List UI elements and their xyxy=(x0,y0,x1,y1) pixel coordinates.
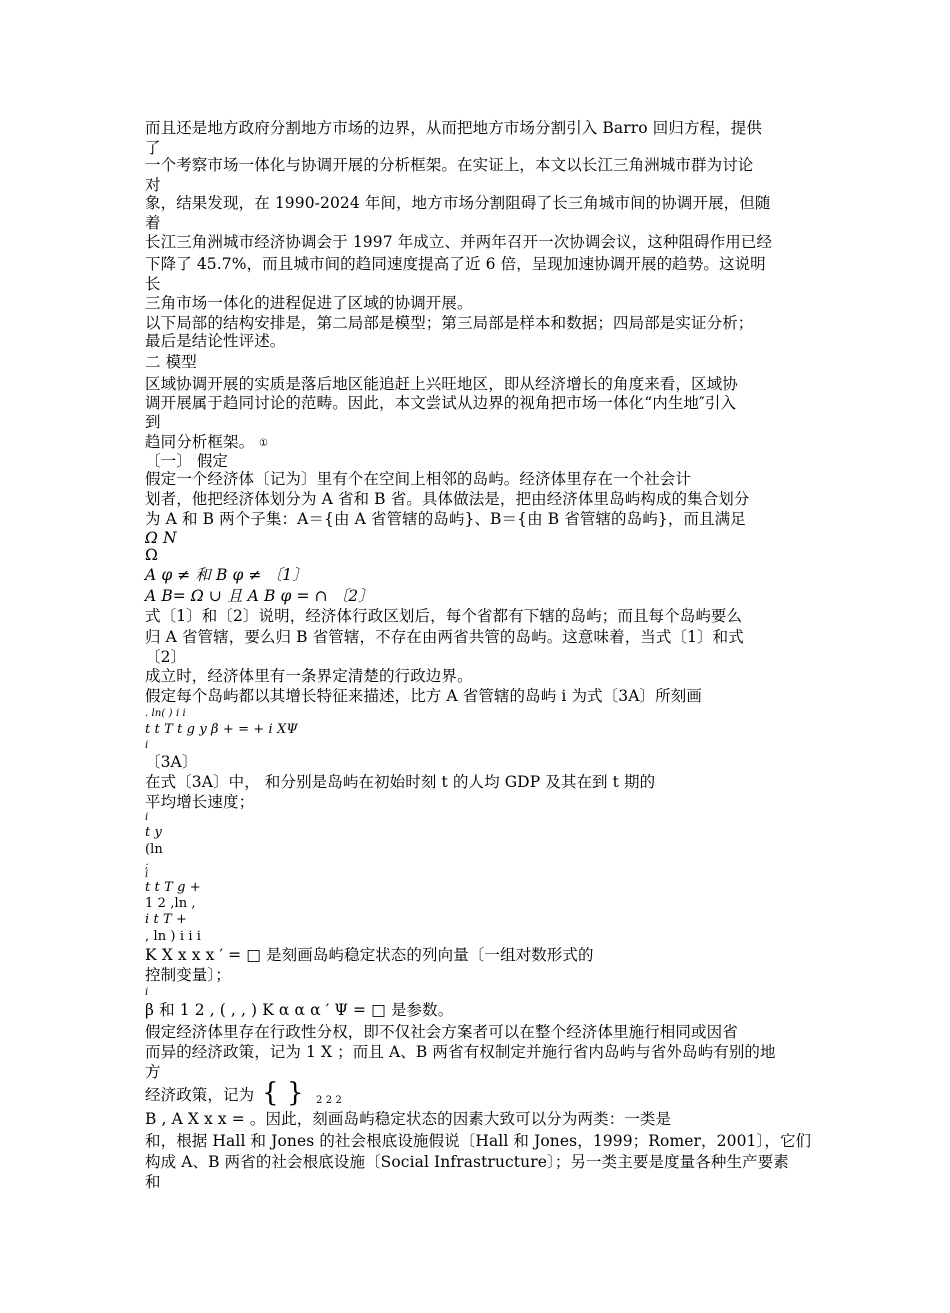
formula-line: Ω N xyxy=(145,529,177,547)
formula-fragment: 1 2 ,ln , xyxy=(145,896,196,911)
text-line: 一个考察市场一体化与协调开展的分析框架。在实证上，本文以长江三角洲城市群为讨论 xyxy=(145,156,754,174)
formula-fragment: . ln( ) i i xyxy=(145,708,186,719)
formula-fragment: i xyxy=(145,812,149,823)
text-line: 式〔1〕和〔2〕说明，经济体行政区划后，每个省都有下辖的岛屿；而且每个岛屿要么 xyxy=(145,607,743,625)
text-line: 长 xyxy=(145,275,161,293)
text-line: 经济政策，记为 xyxy=(145,1086,255,1104)
formula-fragment: t t T g + xyxy=(145,880,201,895)
text-line: 归 A 省管辖，要么归 B 省管辖，不存在由两省共管的岛屿。这意味着，当式〔1〕和式 xyxy=(145,628,744,646)
formula-fragment: i xyxy=(145,740,149,751)
formula-line: A φ ≠ 和 B φ ≠ 〔1〕 xyxy=(145,566,308,584)
text-line: 最后是结论性评述。 xyxy=(145,332,286,350)
text-line: 和，根据 Hall 和 Jones 的社会根底设施假说〔Hall 和 Jones，1999；Romer，2001〕，它们 xyxy=(145,1132,812,1150)
text-line: 区域协调开展的实质是落后地区能追赶上兴旺地区，即从经济增长的角度来看，区域协 xyxy=(145,375,738,393)
text-line: 到 xyxy=(145,413,161,431)
text-line: 了 xyxy=(145,139,161,157)
text-line: 为 A 和 B 两个子集：A＝{由 A 省管辖的岛屿}、B＝{由 B 省管辖的岛屿}，而且满足 xyxy=(145,510,746,528)
text-line: 下降了 45.7%，而且城市间的趋同速度提高了近 6 倍，呈现加速协调开展的趋势。这说明 xyxy=(145,255,766,273)
text-line: 方 xyxy=(145,1063,161,1081)
text-line: 构成 A、B 两省的社会根底设施〔Social Infrastructure〕；另一类主要是度量各种生产要素 xyxy=(145,1153,789,1171)
formula-line: t t T t g y β + = + i XΨ xyxy=(145,722,298,737)
text-line: 调开展属于趋同讨论的范畴。因此，本文尝试从边界的视角把市场一体化“内生地″引入 xyxy=(145,394,737,412)
text-line: 假定经济体里存在行政性分权，即不仅社会方案者可以在整个经济体里施行相同或因省 xyxy=(145,1023,738,1041)
brace-glyph: { } xyxy=(262,1078,304,1108)
text-line: 象，结果发现，在 1990-2024 年间，地方市场分割阻碍了长三角城市间的协调开展，但随 xyxy=(145,194,771,212)
formula-fragment: , ln ) i i i xyxy=(145,929,202,944)
formula-fragment: ; xyxy=(145,860,149,871)
subsection-heading: 〔一〕 假定 xyxy=(145,452,229,470)
footnote-marker: ① xyxy=(259,438,269,449)
text-line: 平均增长速度； xyxy=(145,793,255,811)
text-line: 长江三角洲城市经济协调会于 1997 年成立、并两年召开一次协调会议，这种阻碍作用已经 xyxy=(145,233,773,251)
text-line: 假定一个经济体〔记为〕里有个在空间上相邻的岛屿。经济体里存在一个社会计 xyxy=(145,470,692,488)
text-line: 成立时，经济体里有一条界定清楚的行政边界。 xyxy=(145,667,473,685)
formula-fragment: 2 2 2 xyxy=(316,1095,342,1106)
text-line: 控制变量〕； xyxy=(145,966,231,984)
formula-fragment: i xyxy=(145,869,149,880)
text-line: 和 xyxy=(145,1173,161,1191)
text-line: 以下局部的结构安排是，第二局部是模型；第三局部是样本和数据；四局部是实证分析； xyxy=(145,314,754,332)
formula-fragment: t y xyxy=(145,825,163,840)
text-line: 在式〔3A〕中， 和分别是岛屿在初始时刻 t 的人均 GDP 及其在到 t 期的 xyxy=(145,773,656,791)
text-line: 假定每个岛屿都以其增长特征来描述，比方 A 省管辖的岛屿 i 为式〔3A〕所刻画 xyxy=(145,687,702,705)
text-line: K X x x x ′ = □ 是刻画岛屿稳定状态的列向量〔一组对数形式的 xyxy=(145,946,594,964)
text-line: 而且还是地方政府分割地方市场的边界，从而把地方市场分割引入 Barro 回归方程，提供 xyxy=(145,119,762,137)
formula-fragment: (ln xyxy=(145,842,163,857)
section-heading: 二 模型 xyxy=(145,353,197,371)
text-line: 对 xyxy=(145,176,161,194)
formula-fragment: i xyxy=(145,987,149,998)
text-line: 趋同分析框架。 xyxy=(145,433,255,451)
text-line: β 和 1 2 , ( , , ) K α α α ′ Ψ = □ 是参数。 xyxy=(145,1001,454,1019)
text-line: 着 xyxy=(145,214,161,232)
formula-fragment: i t T + xyxy=(145,912,188,927)
text-line: 〔2〕 xyxy=(145,648,187,666)
text-line: 而异的经济政策，记为 1 X ；而且 A、B 两省有权制定并施行省内岛屿与省外岛屿有别的地 xyxy=(145,1043,776,1061)
text-line: 三角市场一体化的进程促进了区域的协调开展。 xyxy=(145,294,473,312)
equation-label: 〔3A〕 xyxy=(145,753,198,771)
formula-line: Ω xyxy=(145,546,158,564)
text-line: 划者，他把经济体划分为 A 省和 B 省。具体做法是，把由经济体里岛屿构成的集合划分 xyxy=(145,490,750,508)
formula-line: A B= Ω ∪ 且 A B φ = ∩ 〔2〕 xyxy=(145,587,374,605)
text-line: B , A X x x = 。因此，刻画岛屿稳定状态的因素大致可以分为两类：一类是 xyxy=(145,1110,672,1128)
